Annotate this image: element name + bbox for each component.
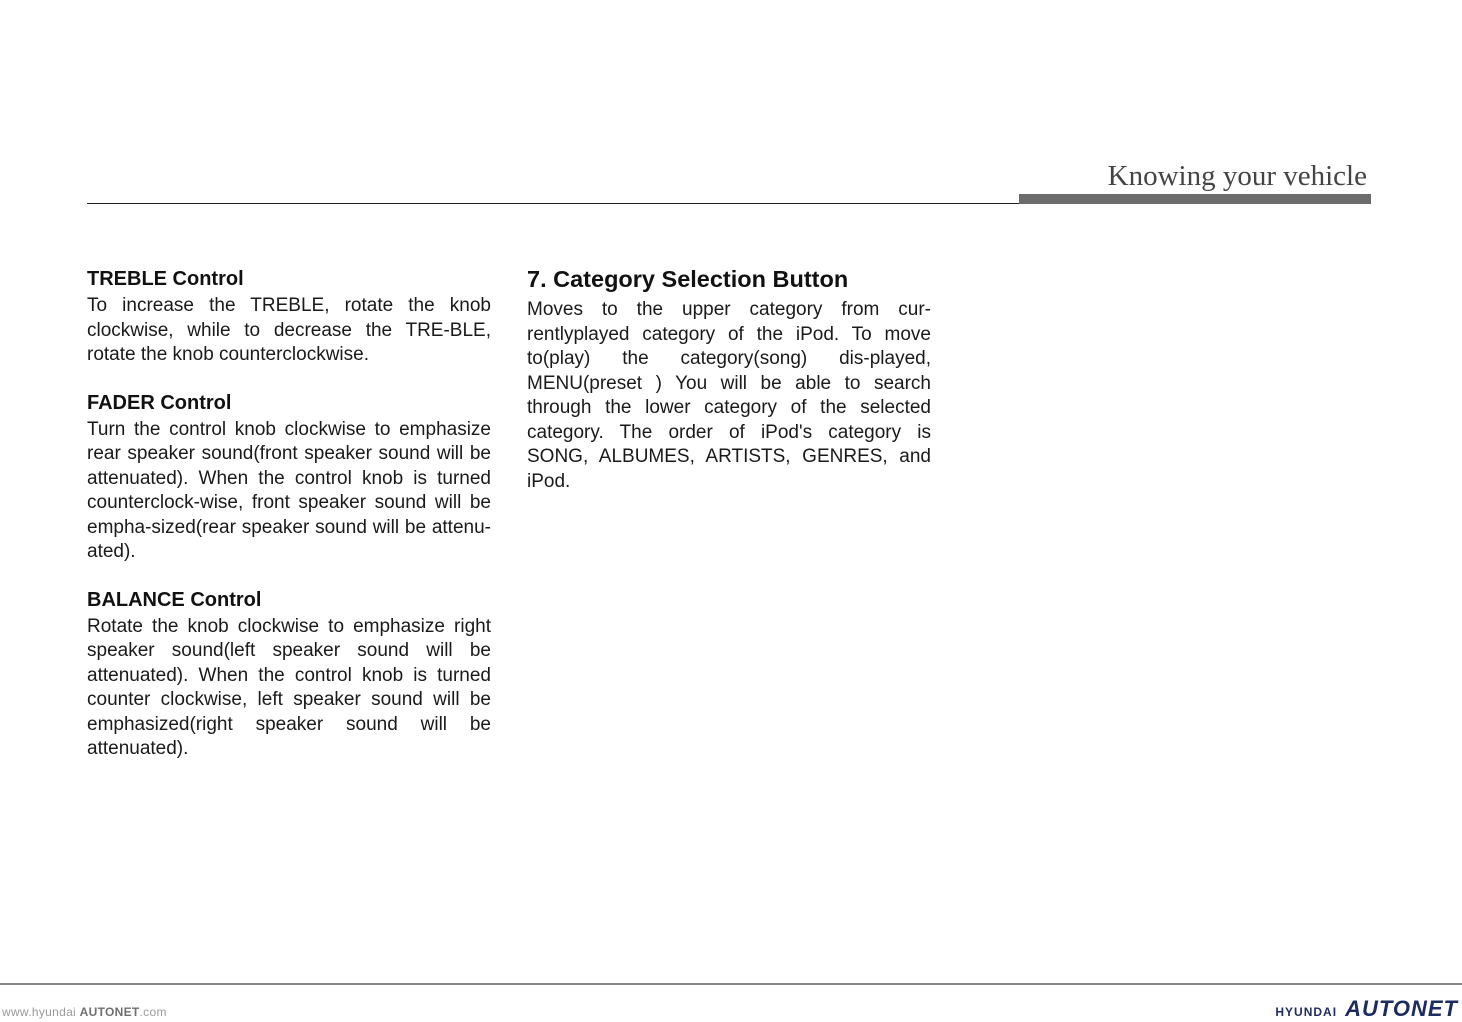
footer-left-suffix: .com: [139, 1005, 167, 1019]
section-body: Rotate the knob clockwise to emphasize right speaker sound(left speaker sound will be attenuated). When the control knob is turned counter clockwise, left speaker sound will be emphasized(right speaker sound will be attenuated).: [87, 615, 491, 759]
category-selection-body: Moves to the upper category from cur-rentlyplayed category of the iPod. To move to(play) the category(song) dis-played, MENU(preset ) You will be able to search through the lower category of the selected category. The order of iPod's category is SONG, ALBUMES, ARTISTS, GENRES, and iPod.: [527, 299, 931, 492]
header-tab-bar: [1019, 194, 1371, 204]
footer-left-prefix: www.hyundai: [2, 1005, 77, 1019]
footer-logo-big-text: AUTONET: [1345, 996, 1458, 1021]
category-selection-heading: 7. Category Selection Button: [527, 266, 849, 292]
footer-logo-small-text: HYUNDAI: [1275, 1005, 1338, 1019]
section-heading: BALANCE Control: [87, 588, 262, 611]
section-heading: TREBLE Control: [87, 268, 244, 290]
right-column: [527, 264, 931, 494]
section-body: Turn the control knob clockwise to emphasize rear speaker sound(front speaker sound will be attenuated). When the control knob is turned counterclock-wise, front speaker sound will be empha-sized(rear speaker sound will be attenu-ated).: [87, 418, 491, 562]
footer-logo-right: [1275, 996, 1458, 1022]
fader-section: [87, 390, 491, 565]
page-section-title: Knowing your vehicle: [1107, 160, 1367, 192]
footer-watermark-left: [2, 1005, 167, 1019]
left-column: [87, 266, 491, 784]
footer-rule: [0, 983, 1462, 985]
footer-left-brand: AUTONET: [79, 1005, 140, 1019]
balance-section: [87, 587, 491, 762]
section-heading: FADER Control: [87, 391, 232, 414]
header-rule: [87, 203, 1019, 204]
treble-section: [87, 266, 491, 368]
section-body: To increase the TREBLE, rotate the knob clockwise, while to decrease the TRE-BLE, rotate the knob counterclockwise.: [87, 295, 491, 365]
